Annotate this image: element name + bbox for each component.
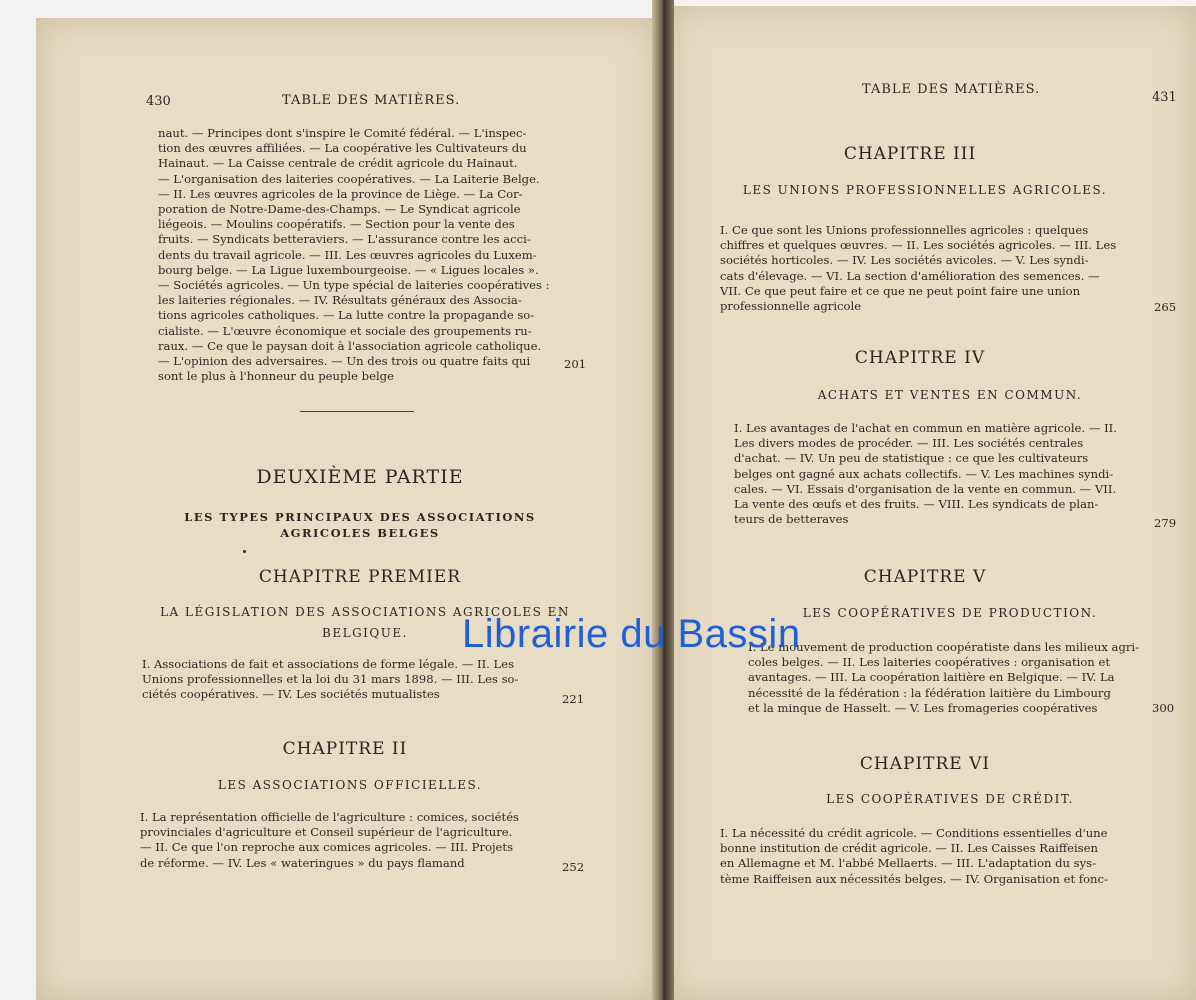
toc-line: poration de Notre-Dame-des-Champs. — Le Syndicat agricole	[158, 202, 521, 217]
toc-line: La vente des œufs et des fruits. — VIII. Les syndicats de plan-	[734, 497, 1099, 512]
toc-line: ciétés coopératives. — IV. Les sociétés mutualistes	[142, 687, 440, 702]
toc-line: belges ont gagné aux achats collectifs. — V. Les machines syndi-	[734, 466, 1114, 481]
chapter-subtitle: ACHATS ET VENTES EN COMMUN.	[817, 388, 1083, 402]
chapter-subtitle: LES COOPÉRATIVES DE PRODUCTION.	[802, 606, 1098, 620]
chapter-subtitle: BELGIQUE.	[322, 626, 408, 640]
toc-line: fruits. — Syndicats betteraviers. — L'assurance contre les acci-	[158, 232, 531, 247]
toc-line: avantages. — III. La coopération laitière en Belgique. — IV. La	[748, 670, 1115, 685]
toc-line: — Sociétés agricoles. — Un type spécial de laiteries coopératives :	[158, 278, 550, 293]
page-number-left: 430	[146, 94, 171, 109]
toc-line: professionnelle agricole	[720, 299, 862, 314]
toc-line: coles belges. — II. Les laiteries coopératives : organisation et	[748, 655, 1110, 670]
toc-line: I. Associations de fait et associations de forme légale. — II. Les	[142, 657, 515, 671]
toc-line: Hainaut. — La Caisse centrale de crédit agricole du Hainaut.	[158, 156, 518, 171]
part-title: DEUXIÈME PARTIE	[256, 466, 464, 488]
toc-line: bourg belge. — La Ligue luxembourgeoise. — « Ligues locales ».	[158, 262, 539, 277]
toc-line: Unions professionnelles et la loi du 31 mars 1898. — III. Les so-	[142, 672, 519, 687]
chapter-subtitle: LES COOPÉRATIVES DE CRÉDIT.	[826, 792, 1074, 806]
toc-line: cats d'élevage. — VI. La section d'amélioration des semences. —	[720, 268, 1100, 283]
toc-line: dents du travail agricole. — III. Les œuvres agricoles du Luxem-	[158, 247, 537, 262]
page-ref: 265	[1154, 300, 1177, 314]
running-head-right: TABLE DES MATIÈRES.	[862, 82, 1041, 97]
chapter-title: CHAPITRE III	[843, 144, 977, 164]
toc-entry	[140, 810, 550, 871]
page-ref: 201	[564, 357, 587, 371]
toc-line: et la minque de Hasselt. — V. Les fromageries coopératives	[748, 700, 1098, 715]
toc-line: — L'opinion des adversaires. — Un des trois ou quatre faits qui	[158, 354, 531, 369]
page-ref: 221	[562, 692, 585, 706]
toc-entry	[720, 223, 1146, 314]
toc-line: chiffres et quelques œuvres. — II. Les sociétés agricoles. — III. Les	[720, 238, 1117, 253]
toc-line: sociétés horticoles. — IV. Les sociétés avicoles. — V. Les syndi-	[720, 253, 1089, 268]
toc-line: de réforme. — IV. Les « wateringues » du pays flamand	[140, 855, 465, 870]
chapter-title: CHAPITRE VI	[859, 754, 991, 774]
toc-line: I. Le mouvement de production coopératiste dans les milieux agri-	[748, 640, 1140, 654]
toc-line: I. Les avantages de l'achat en commun en matière agricole. — II.	[734, 421, 1117, 435]
toc-line: tème Raiffeisen aux nécessités belges. — IV. Organisation et fonc-	[720, 871, 1108, 886]
toc-line: sont le plus à l'honneur du peuple belge	[158, 369, 394, 384]
toc-line: Les divers modes de procéder. — III. Les sociétés centrales	[734, 436, 1084, 451]
toc-line: liégeois. — Moulins coopératifs. — Section pour la vente des	[158, 217, 515, 232]
toc-line: d'achat. — IV. Un peu de statistique : ce que les cultivateurs	[734, 451, 1089, 466]
page-ref: 252	[562, 860, 585, 874]
part-subtitle: AGRICOLES BELGES	[280, 526, 440, 540]
chapter-subtitle: LA LÉGISLATION DES ASSOCIATIONS AGRICOLES EN	[160, 605, 570, 619]
chapter-title: CHAPITRE IV	[854, 348, 986, 368]
watermark-text: Librairie du Bassin	[462, 612, 801, 656]
chapter-title: CHAPITRE II	[282, 739, 408, 759]
page-ref: 300	[1152, 701, 1175, 715]
toc-line: naut. — Principes dont s'inspire le Comité fédéral. — L'inspec-	[158, 126, 527, 140]
toc-line: cales. — VI. Essais d'organisation de la vente en commun. — VII.	[734, 481, 1117, 496]
toc-line: nécessité de la fédération : la fédération laitière du Limbourg	[748, 685, 1111, 700]
page-ref: 279	[1154, 516, 1177, 530]
toc-line: teurs de betteraves	[734, 512, 849, 527]
running-head-left: TABLE DES MATIÈRES.	[282, 93, 461, 108]
chapter-title: CHAPITRE V	[863, 567, 987, 587]
toc-line: VII. Ce que peut faire et ce que ne peut point faire une union	[720, 283, 1081, 298]
toc-line: I. Ce que sont les Unions professionnelles agricoles : quelques	[720, 223, 1089, 237]
part-subtitle: LES TYPES PRINCIPAUX DES ASSOCIATIONS	[184, 510, 536, 524]
toc-line: les laiteries régionales. — IV. Résultats généraux des Associa-	[158, 293, 522, 308]
chapter-title: CHAPITRE PREMIER	[258, 567, 462, 587]
toc-entry	[720, 826, 1144, 887]
toc-line: tions agricoles catholiques. — La lutte contre la propagande so-	[158, 308, 535, 323]
toc-line: en Allemagne et M. l'abbé Mellaerts. — III. L'adaptation du sys-	[720, 856, 1097, 871]
chapter-subtitle: LES UNIONS PROFESSIONNELLES AGRICOLES.	[742, 183, 1108, 197]
toc-line: I. La représentation officielle de l'agriculture : comices, sociétés	[140, 810, 520, 824]
toc-line: provinciales d'agriculture et Conseil supérieur de l'agriculture.	[140, 825, 513, 840]
toc-entry-continued	[158, 126, 556, 384]
toc-line: I. La nécessité du crédit agricole. — Conditions essentielles d'une	[720, 826, 1108, 840]
toc-entry	[734, 421, 1144, 527]
toc-line: bonne institution de crédit agricole. — II. Les Caisses Raiffeisen	[720, 841, 1098, 856]
page-number-right: 431	[1152, 90, 1177, 105]
ink-speck	[243, 550, 246, 553]
toc-line: cialiste. — L'œuvre économique et sociale des groupements ru-	[158, 323, 532, 338]
toc-line: tion des œuvres affiliées. — La coopérative les Cultivateurs du	[158, 141, 527, 156]
toc-entry	[142, 657, 552, 703]
chapter-subtitle: LES ASSOCIATIONS OFFICIELLES.	[217, 778, 483, 792]
section-divider	[300, 411, 414, 412]
book-gutter	[652, 0, 674, 1000]
toc-line: — II. Les œuvres agricoles de la province de Liège. — La Cor-	[158, 186, 523, 201]
toc-line: — II. Ce que l'on reproche aux comices agricoles. — III. Projets	[140, 840, 514, 855]
toc-line: — L'organisation des laiteries coopératives. — La Laiterie Belge.	[158, 171, 540, 186]
toc-line: raux. — Ce que le paysan doit à l'association agricole catholique.	[158, 338, 542, 353]
